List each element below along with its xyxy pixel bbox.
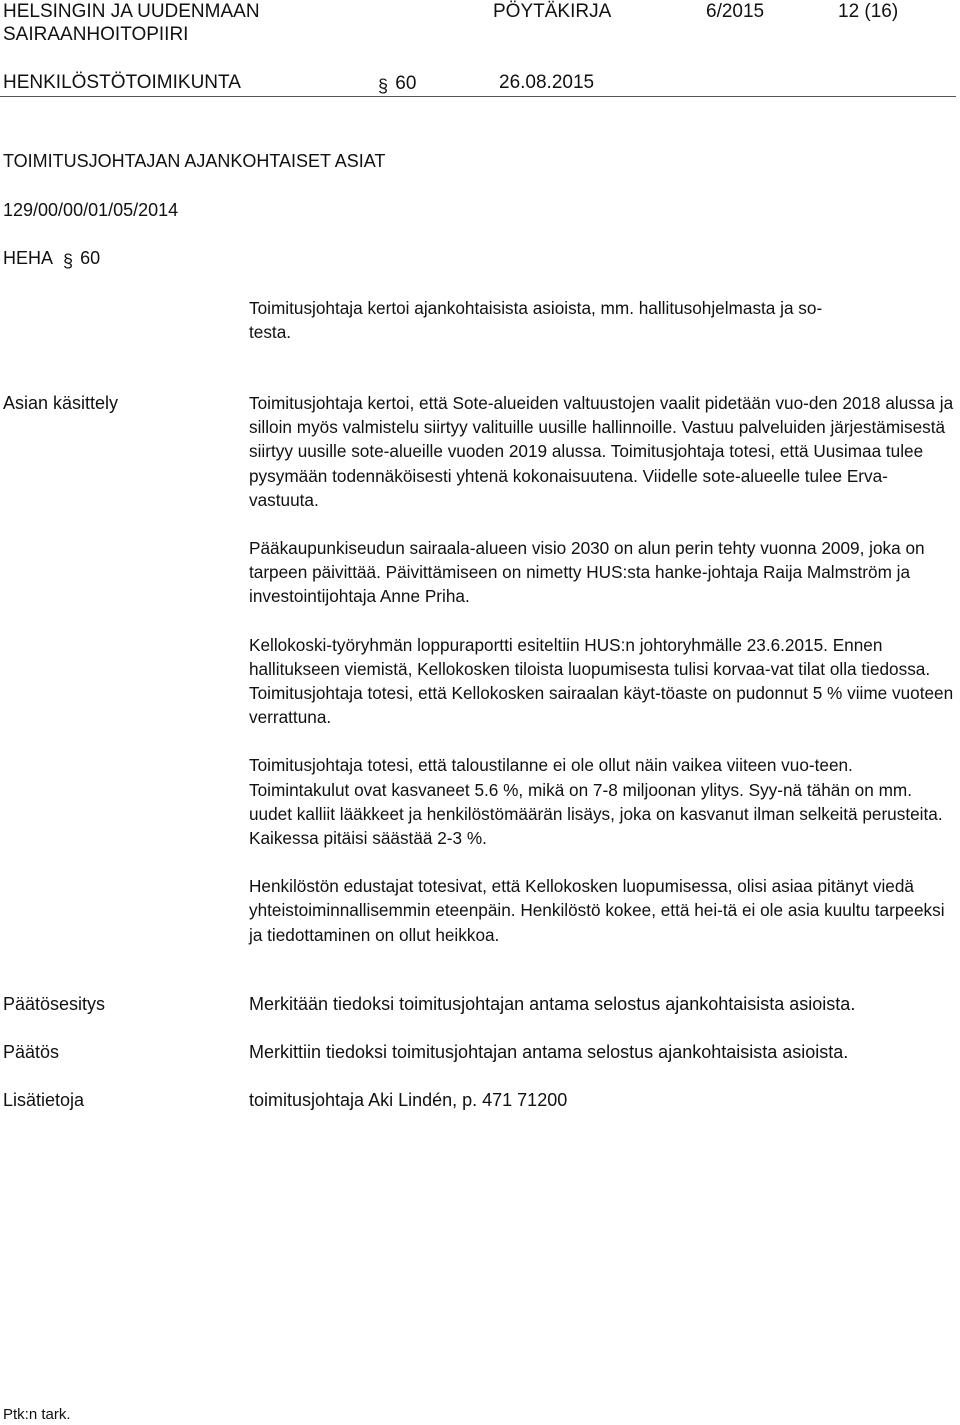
item-title: TOIMITUSJOHTAJAN AJANKOHTAISET ASIAT <box>3 151 386 171</box>
org-name-line1: HELSINGIN JA UUDENMAAN <box>3 1 260 22</box>
lisatietoja-label: Lisätietoja <box>3 1090 85 1110</box>
org-name-line2: SAIRAANHOITOPIIRI <box>3 24 189 45</box>
reference-section: 60 <box>80 248 101 268</box>
paatos-text: Merkittiin tiedoksi toimitusjohtajan antama selostus ajankohtaisista asioista. <box>249 1042 849 1062</box>
section-mark: § <box>378 76 389 96</box>
footer-note: Ptk:n tark. <box>3 1406 71 1423</box>
doc-type: PÖYTÄKIRJA <box>493 1 612 22</box>
lisatietoja-text: toimitusjohtaja Aki Lindén, p. 471 71200 <box>249 1090 568 1110</box>
asian-kasittely-body <box>249 391 955 947</box>
section-number <box>378 71 416 96</box>
item-intro <box>249 296 955 344</box>
record-id: 129/00/00/01/05/2014 <box>3 200 179 220</box>
meeting-date: 26.08.2015 <box>499 72 595 93</box>
reference-section-mark: § <box>63 251 74 271</box>
paatosesitys-text: Merkitään tiedoksi toimitusjohtajan antama selostus ajankohtaisista asioista. <box>249 994 856 1014</box>
asian-kasittely-label: Asian käsittely <box>3 393 119 413</box>
paragraph-kellokoski: Kellokoski-työryhmän loppuraportti esiteltiin HUS:n johtoryhmälle 23.6.2015. Ennen hallitukseen viemistä, Kellokosken tiloista luopumisesta tulisi korvaa-vat tilat olla tiedossa. Toimitusjohtaja totesi, että Kellokosken sairaalan käyt-töaste on pudonnut 5 % viime vuoteen verrattuna. <box>249 634 954 728</box>
paragraph-visio: Pääkaupunkiseudun sairaala-alueen visio 2030 on alun perin tehty vuonna 2009, joka on tarpeen päivittää. Päivittämiseen on nimetty HUS:sta hanke-johtaja Raija Malmström ja investointijohtaja Anne Priha. <box>249 538 925 607</box>
prior-reference <box>3 246 100 270</box>
paragraph-talous: Toimitusjohtaja totesi, että taloustilanne ei ole ollut näin vaikea viiteen vuo-teen. Toimintakulut ovat kasvaneet 5.6 %, mikä on 7-8 miljoonan ylitys. Syy-nä tähän on mm. uudet kalliit lääkkeet ja henkilöstömäärän lisäys, joka on kasvanut ilman selkeitä perusteita. Kaikessa pitäisi säästää 2-3 %. <box>249 755 943 849</box>
doc-number: 6/2015 <box>706 1 765 22</box>
paragraph-henkilosto: Henkilöstön edustajat totesivat, että Kellokosken luopumisessa, olisi asiaa pitänyt viedä yhteistoiminnallisemmin eteenpäin. Henkilöstö kokee, että hei-tä ei ole asia kuultu tarpeeksi ja tiedottaminen on ollut heikkoa. <box>249 876 945 945</box>
committee-name: HENKILÖSTÖTOIMIKUNTA <box>3 72 241 93</box>
intro-line-1: Toimitusjohtaja kertoi ajankohtaisista asioista, mm. hallitusohjelmasta ja so- <box>249 298 823 318</box>
header-divider <box>0 96 956 97</box>
reference-label: HEHA <box>3 248 53 268</box>
section-value: 60 <box>395 73 417 94</box>
paatos-label: Päätös <box>3 1042 60 1062</box>
page-number: 12 (16) <box>838 1 899 22</box>
paragraph-sote: Toimitusjohtaja kertoi, että Sote-alueiden valtuustojen vaalit pidetään vuo-den 2018 alussa ja silloin myös valmistelu siirtyy valituille uusille hallinnoille. Vastuu palveluiden järjestämisestä siirtyy uusille sote-alueille vuoden 2019 alussa. Toimitusjohtaja totesi, että Uusimaa tulee pysymään todennäköisesti yhtenä kokonaisuutena. Viidelle sote-alueelle tulee Erva-vastuuta. <box>249 393 954 510</box>
intro-line-2: testa. <box>249 322 292 343</box>
paatosesitys-label: Päätösesitys <box>3 994 106 1014</box>
